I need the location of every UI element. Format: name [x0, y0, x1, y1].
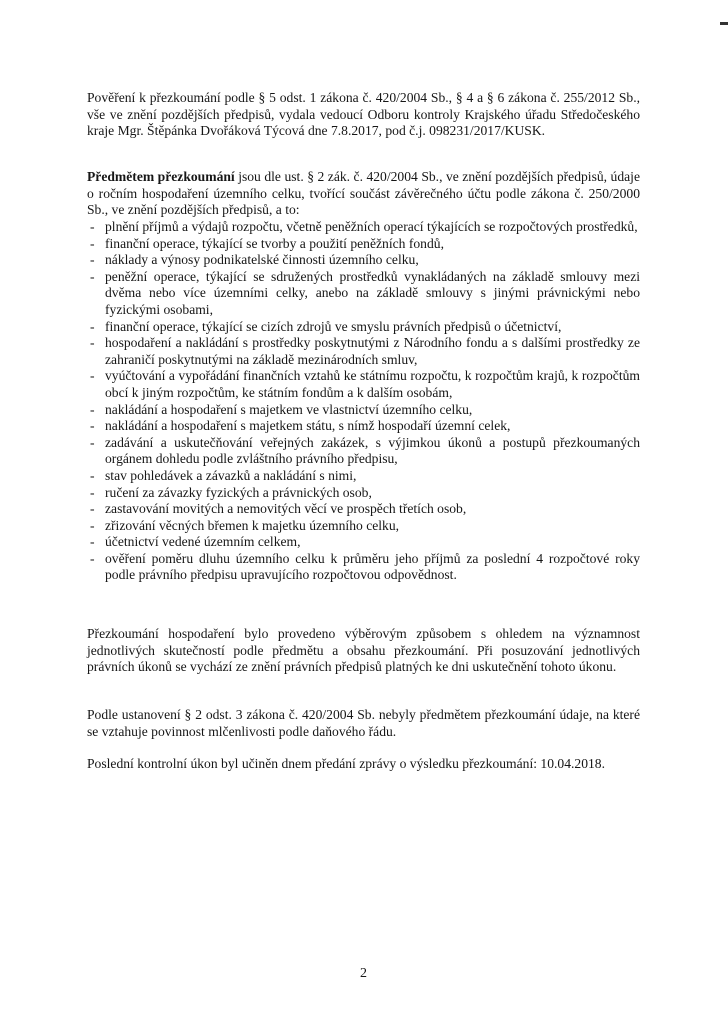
scope-list-item-text: hospodaření a nakládání s prostředky poskytnutými z Národního fondu a s dalšími prostředky ze zahraničí poskytnutými na základě mezinárodních smluv, [105, 335, 640, 367]
list-bullet: - [90, 467, 95, 483]
scope-list [87, 219, 640, 584]
scope-list-item [87, 252, 640, 269]
authorization-paragraph: Pověření k přezkoumání podle § 5 odst. 1 zákona č. 420/2004 Sb., § 4 a § 6 zákona č. 255/2012 Sb., vše ve znění pozdějších předpisů, vydala vedoucí Odboru kontroly Krajského úřadu Středočeského kraje Mgr. Štěpánka Dvořáková Týcová dne 7.8.2017, pod č.j. 098231/2017/KUSK. [87, 90, 640, 139]
scope-list-item [87, 551, 640, 584]
scope-heading-bold: Předmětem přezkoumání [87, 169, 235, 184]
scope-list-item [87, 402, 640, 419]
scope-list-item [87, 319, 640, 336]
confidentiality-paragraph: Podle ustanovení § 2 odst. 3 zákona č. 420/2004 Sb. nebyly předmětem přezkoumání údaje, na které se vztahuje povinnost mlčenlivosti podle daňového řádu. [87, 707, 640, 739]
scope-list-item-text: nakládání a hospodaření s majetkem státu, s nímž hospodaří územní celek, [105, 418, 511, 434]
scope-list-item [87, 501, 640, 518]
list-bullet: - [90, 418, 95, 434]
list-bullet: - [90, 501, 95, 517]
scope-list-item [87, 468, 640, 485]
scope-list-item [87, 269, 640, 319]
document-page [87, 0, 640, 1024]
list-bullet: - [90, 534, 95, 550]
list-bullet: - [90, 252, 95, 268]
page-number: 2 [360, 966, 367, 981]
scope-list-item-text: peněžní operace, týkající se sdružených prostředků vynakládaných na základě smlouvy mezi dvěma nebo více územními celky, anebo na základě smlouvy s jinými právnickými nebo fyzickými osobami, [105, 268, 640, 317]
list-bullet: - [90, 434, 95, 450]
scope-list-item-text: náklady a výnosy podnikatelské činnosti územního celku, [105, 252, 419, 268]
scope-list-item [87, 368, 640, 401]
scope-list-item-text: finanční operace, týkající se cizích zdrojů ve smyslu právních předpisů o účetnictví, [105, 318, 562, 334]
list-bullet: - [90, 219, 95, 234]
scope-list-item [87, 236, 640, 253]
scope-list-item-text: finanční operace, týkající se tvorby a použití peněžních fondů, [105, 235, 444, 251]
scope-intro-text: jsou dle ust. § 2 zák. č. 420/2004 Sb., ve znění pozdějších předpisů, údaje o ročním hospodaření územního celku, tvořící součást závěrečného účtu podle zákona č. 250/2000 Sb., ve znění pozdějších předpisů, a to: [87, 169, 640, 218]
scope-list-item-text: vyúčtování a vypořádání finančních vztahů ke státnímu rozpočtu, k rozpočtům krajů, k rozpočtům obcí k jiným rozpočtům, ke státním fondům a k dalším osobám, [105, 368, 640, 400]
list-bullet: - [90, 318, 95, 334]
scope-list-item-text: nakládání a hospodaření s majetkem ve vlastnictví územního celku, [105, 401, 473, 417]
scope-list-item-text: ověření poměru dluhu územního celku k průměru jeho příjmů za poslední 4 rozpočtové roky podle právního předpisu upravujícího rozpočtovou odpovědnost. [105, 550, 640, 583]
scope-list-item [87, 518, 640, 535]
list-bullet: - [90, 550, 95, 566]
scope-list-item-text: zřizování věcných břemen k majetku územního celku, [105, 517, 400, 533]
scope-list-item-text: zadávání a uskutečňování veřejných zakázek, s výjimkou úkonů a postupů přezkoumaných orgánem dohledu podle zvláštního právního předpisu, [105, 434, 640, 467]
scope-list-item [87, 485, 640, 502]
list-bullet: - [90, 368, 95, 384]
scope-list-item-text: stav pohledávek a závazků a nakládání s nimi, [105, 467, 357, 483]
list-bullet: - [90, 401, 95, 417]
scope-intro-paragraph [87, 169, 640, 219]
scope-list-item [87, 219, 640, 236]
list-bullet: - [90, 517, 95, 533]
scope-list-item [87, 435, 640, 468]
method-paragraph: Přezkoumání hospodaření bylo provedeno výběrovým způsobem s ohledem na významnost jednotlivých skutečností podle předmětu a obsahu přezkoumání. Při posuzování jednotlivých právních úkonů se vychází ze znění právních předpisů platných ke dni uskutečnění tohoto úkonu. [87, 626, 640, 675]
scope-list-item [87, 418, 640, 435]
list-bullet: - [90, 268, 95, 284]
scope-list-item [87, 335, 640, 368]
last-control-paragraph: Poslední kontrolní úkon byl učiněn dnem předání zprávy o výsledku přezkoumání: 10.04.2018. [87, 756, 605, 771]
scope-list-item-text: účetnictví vedené územním celkem, [105, 534, 301, 550]
scope-list-item-text: zastavování movitých a nemovitých věcí ve prospěch třetích osob, [105, 501, 467, 517]
list-bullet: - [90, 335, 95, 351]
scope-list-item [87, 534, 640, 551]
list-bullet: - [90, 235, 95, 251]
scan-edge-mark [720, 22, 728, 25]
list-bullet: - [90, 484, 95, 500]
scope-list-item-text: plnění příjmů a výdajů rozpočtu, včetně peněžních operací týkajících se rozpočtových prostředků, [105, 219, 638, 234]
scope-list-item-text: ručení za závazky fyzických a právnických osob, [105, 484, 372, 500]
